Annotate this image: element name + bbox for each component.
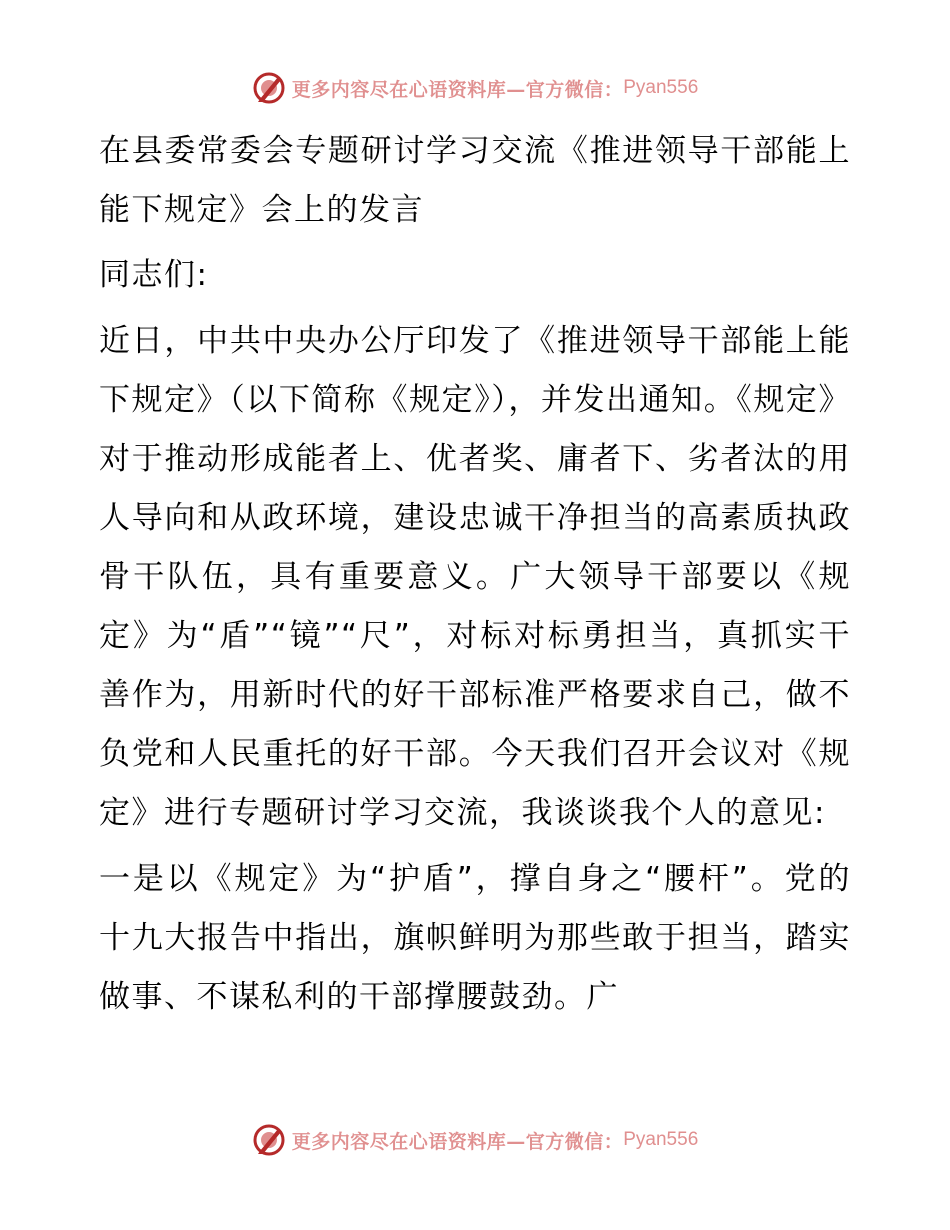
watermark-account: Pyan556 [623,77,699,98]
pen-logo-icon [252,71,286,105]
pen-logo-icon [252,1123,286,1157]
footer-watermark [0,1120,950,1160]
paragraph-intro: 近日，中共中央办公厅印发了《推进领导干部能上能下规定》（以下简称《规定》），并发出通知。《规定》对于推动形成能者上、优者奖、庸者下、劣者汰的用人导向和从政环境，建设忠诚干净担当的高素质执政骨干队伍，具有重要意义。广大领导干部要以《规定》为“盾”“镜”“尺”，对标对标勇担当，真抓实干善作为，用新时代的好干部标准严格要求自己，做不负党和人民重托的好干部。今天我们召开会议对《规定》进行专题研讨学习交流，我谈谈我个人的意见: [99,323,851,831]
document-body [99,122,851,1034]
paragraph-point-one: 一是以《规定》为“护盾”，撑自身之“腰杆”。党的十九大报告中指出，旗帜鲜明为那些敢于担当，踏实做事、不谋私利的干部撑腰鼓劲。广 [99,861,851,1015]
header-watermark [0,68,950,108]
document-title: 在县委常委会专题研讨学习交流《推进领导干部能上能下规定》会上的发言 [99,133,851,228]
watermark-text: 更多内容尽在心语资料库—官方微信： [291,1130,624,1153]
watermark-account: Pyan556 [623,1129,699,1150]
greeting: 同志们: [99,257,209,293]
watermark-text: 更多内容尽在心语资料库—官方微信： [291,78,624,101]
